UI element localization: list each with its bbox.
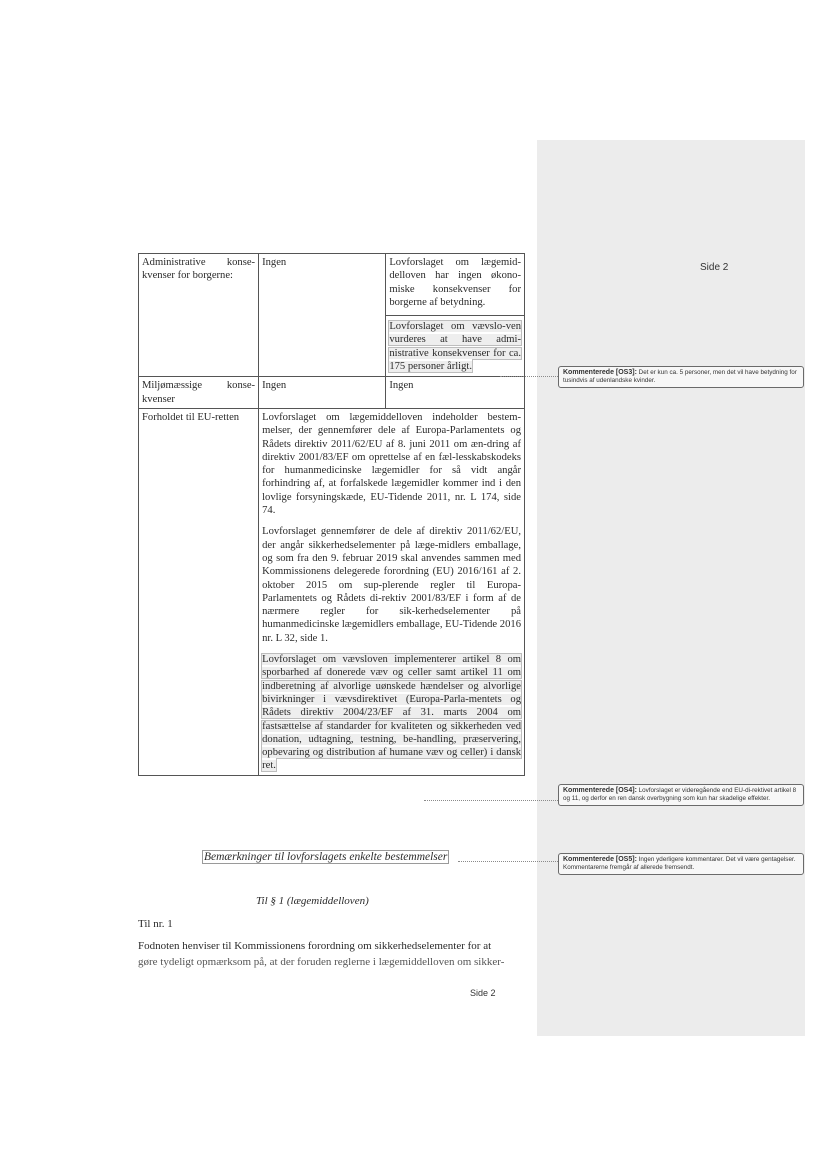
row-detail-administrative xyxy=(386,254,525,377)
row-value-environment: Ingen xyxy=(259,377,386,409)
body-line: Fodnoten henviser til Kommissionens forordning om sikkerhedselementer for at xyxy=(138,940,492,952)
comment-connector-os3 xyxy=(500,376,558,377)
comment-text: Lovforslaget er videregående end EU-di-rektivet artikel 8 og 11, og derfor en ren dansk overbygning som kun har skadelige effekter. xyxy=(563,787,797,803)
comment-tag: Kommenterede [OS3]: xyxy=(563,369,637,376)
table-row xyxy=(139,254,525,377)
section-subheading: Til § 1 (lægemiddelloven) xyxy=(256,895,369,907)
comment-tag: Kommenterede [OS5]: xyxy=(563,856,637,863)
row-value-administrative: Ingen xyxy=(259,254,386,377)
side-label-margin: Side 2 xyxy=(700,262,729,273)
eu-paragraph: Lovforslaget gennemfører de dele af direktiv 2011/62/EU, der angår sikkerhedselementer på læge-midlers emballage, og som fra den 9. februar 2019 skal anvendes sammen med Kommissionens delegerede forordning (EU) 2016/161 af 2. oktober 2015 om sup-plerende regler til Europa-Parlamentets og Rådets di-rektiv 2001/83/EF i form af de nærmere regler for sik-kerhedselementer på humanmedicinske lægemidlers emballage, EU-Tidende 2016 nr. L 32, side 1. xyxy=(262,526,521,644)
commented-text-os4[interactable]: Lovforslaget om vævsloven implementerer artikel 8 om sporbarhed af donerede væv og celler samt artikel 11 om indberetning af alvorlige uønskede hændelser og alvorlige bivirkninger i vævsdirektivet (Europa-Parla-mentets og Rådets direktiv 2004/23/EF af 31. marts 2004 om fastsættelse af standarder for kvaliteten og sikkerheden ved donation, udtagning, testning, be-handling, præservering, opbevaring og distribution af humane væv og celler) i dansk ret. xyxy=(262,654,521,772)
comment-tag: Kommenterede [OS4]: xyxy=(563,787,637,794)
consequences-table xyxy=(138,253,525,776)
page-footer-label: Side 2 xyxy=(470,988,496,998)
row-detail-eu xyxy=(259,408,525,775)
row-label-administrative: Administrative konse-kvenser for borgerne: xyxy=(139,254,259,377)
section-heading[interactable]: Bemærkninger til lovforslagets enkelte bestemmelser xyxy=(204,851,448,863)
item-number: Til nr. 1 xyxy=(138,918,173,930)
table-row xyxy=(139,377,525,409)
comment-connector-os5 xyxy=(458,861,558,862)
comment-os5[interactable] xyxy=(558,853,804,875)
comment-os4[interactable] xyxy=(558,784,804,806)
row-label-environment: Miljømæssige konse-kvenser xyxy=(139,377,259,409)
detail-paragraph-commented xyxy=(386,316,524,376)
comment-connector-os4 xyxy=(424,800,558,801)
detail-paragraph: Lovforslaget om lægemid-delloven har ingen økono-miske konsekvenser for borgerne af betydning. xyxy=(386,254,524,316)
row-detail-environment: Ingen xyxy=(386,377,525,409)
row-label-eu: Forholdet til EU-retten xyxy=(139,408,259,775)
comment-text: Det er kun ca. 5 personer, men det vil have betydning for tusindvis af udenlandske kvinder. xyxy=(563,369,797,385)
table-row xyxy=(139,408,525,775)
eu-paragraph: Lovforslaget om lægemiddelloven indeholder bestem-melser, der gennemfører dele af Europa-Parlamentets og Rådets direktiv 2011/62/EU af 8. juni 2011 om æn-dring af direktiv 2001/83/EF om oprettelse af en fæl-lesskabskodeks for humanmedicinske lægemidler for så vidt angår forhindring af, at forfalskede lægemidler kommer ind i den lovlige forsyningskæde, EU-Tidende 2011, nr. L 174, side 74. xyxy=(262,411,521,517)
eu-paragraph-commented xyxy=(262,653,521,773)
comment-text: Ingen yderligere kommentarer. Det vil være gentagelser. Kommentarerne fremgår af allerede fremsendt. xyxy=(563,856,796,872)
body-paragraph xyxy=(138,938,530,970)
commented-text-os3[interactable]: Lovforslaget om vævslo-ven vurderes at have admi-nistrative konsekvenser for ca. 175 personer årligt. xyxy=(389,321,521,373)
comment-os3[interactable] xyxy=(558,366,804,388)
comment-margin-pane xyxy=(537,140,805,1036)
body-line: gøre tydeligt opmærksom på, at der foruden reglerne i lægemiddelloven om sikker- xyxy=(138,956,505,968)
